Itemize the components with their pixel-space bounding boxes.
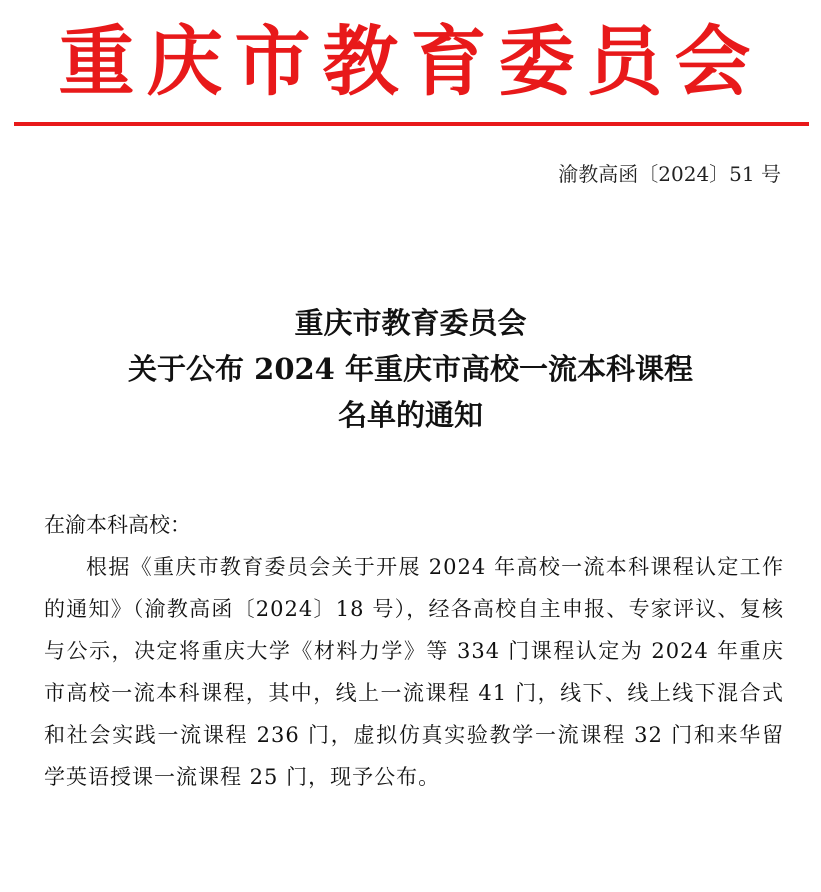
masthead-org-name: 重庆市教育委员会 (58, 17, 763, 106)
salutation: 在渝本科高校： (44, 513, 191, 537)
title-line-2: 关于公布 2024 年重庆市高校一流本科课程 (128, 352, 693, 386)
document-number: 渝教高函〔2024〕51 号 (558, 162, 781, 186)
title-line-3: 名单的通知 (337, 398, 483, 432)
masthead-red-rule (14, 122, 809, 126)
document-body (44, 504, 784, 798)
title-line-1: 重庆市教育委员会 (294, 306, 527, 340)
document-title (0, 300, 821, 438)
body-paragraph-1: 根据《重庆市教育委员会关于开展 2024 年高校一流本科课程认定工作的通知》（渝教高函〔2024〕18 号），经各高校自主申报、专家评议、复核与公示，决定将重庆大学《材料力学》等 334 门课程认定为 2024 年重庆市高校一流本科课程，其中，线上一流课程 41 门，线下、线上线下混合式和社会实践一流课程 236 门，虚拟仿真实验教学一流课程 32 门和来华留学英语授课一流课程 25 门，现予公布。 (44, 555, 784, 789)
